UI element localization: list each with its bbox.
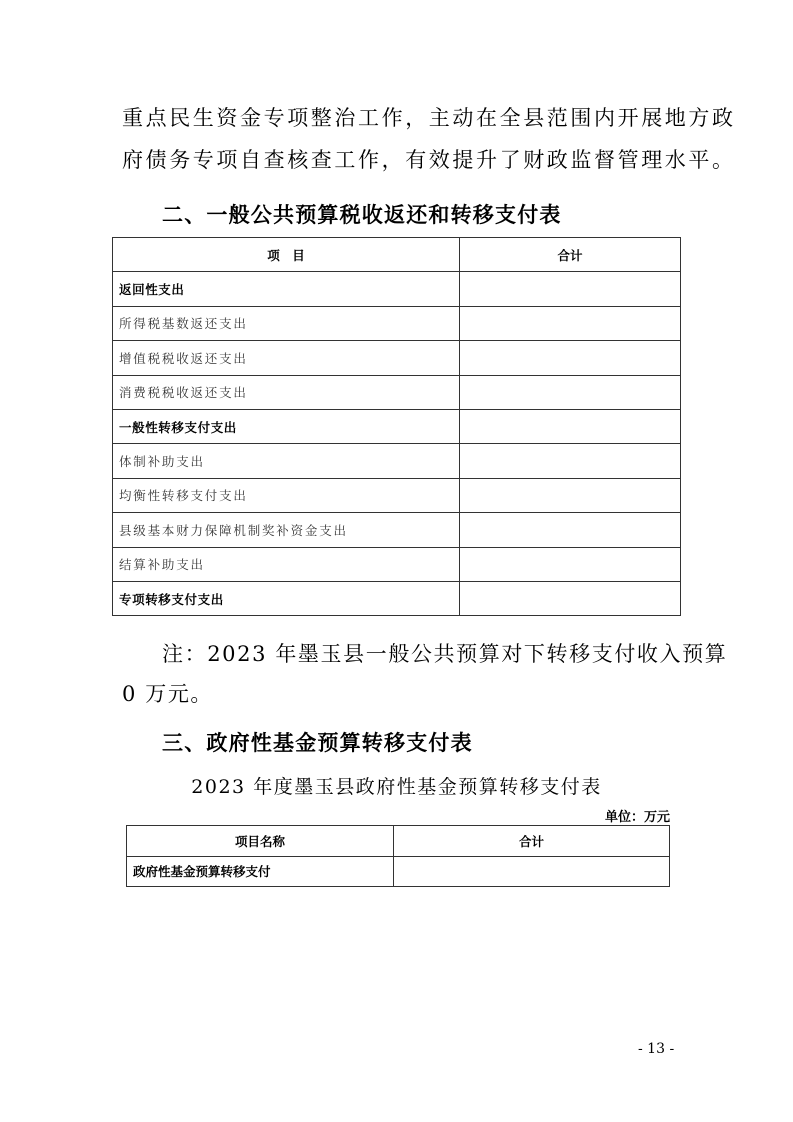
table-header-row	[113, 238, 681, 272]
row-value	[394, 856, 670, 887]
header-total: 合计	[394, 826, 670, 857]
row-value	[460, 513, 681, 547]
row-label: 所得税基数返还支出	[113, 306, 460, 340]
table-row	[113, 581, 681, 615]
row-value	[460, 375, 681, 409]
row-value	[460, 444, 681, 478]
row-label: 政府性基金预算转移支付	[127, 856, 394, 887]
table-row	[113, 341, 681, 375]
intro-paragraph-line-1: 重点民生资金专项整治工作，主动在全县范围内开展地方政	[122, 106, 736, 130]
table-title: 2023 年度墨玉县政府性基金预算转移支付表	[191, 776, 602, 798]
section-3-heading: 三、政府性基金预算转移支付表	[162, 731, 473, 755]
row-label: 消费税税收返还支出	[113, 375, 460, 409]
table-row	[113, 513, 681, 547]
row-value	[460, 409, 681, 443]
table-row	[113, 547, 681, 581]
section-2-heading: 二、一般公共预算税收返还和转移支付表	[162, 203, 562, 227]
header-item: 项 目	[113, 238, 460, 272]
transfer-payment-table	[112, 237, 681, 616]
table-row	[113, 409, 681, 443]
row-label: 专项转移支付支出	[113, 581, 460, 615]
table-header-row	[127, 826, 670, 857]
table-row	[113, 444, 681, 478]
table-row	[127, 856, 670, 887]
row-label: 增值税税收返还支出	[113, 341, 460, 375]
row-label: 体制补助支出	[113, 444, 460, 478]
row-value	[460, 306, 681, 340]
header-item-name: 项目名称	[127, 826, 394, 857]
row-label: 一般性转移支付支出	[113, 409, 460, 443]
row-value	[460, 341, 681, 375]
page-number: - 13 -	[638, 1041, 675, 1057]
table-row	[113, 306, 681, 340]
row-value	[460, 547, 681, 581]
row-label: 县级基本财力保障机制奖补资金支出	[113, 513, 460, 547]
row-value	[460, 272, 681, 306]
row-label: 返回性支出	[113, 272, 460, 306]
row-label: 结算补助支出	[113, 547, 460, 581]
unit-label: 单位：万元	[604, 810, 670, 825]
fund-transfer-table	[126, 825, 670, 887]
row-value	[460, 478, 681, 512]
row-value	[460, 581, 681, 615]
intro-paragraph-line-2: 府债务专项自查核查工作，有效提升了财政监督管理水平。	[122, 148, 736, 172]
table-row	[113, 478, 681, 512]
header-total: 合计	[460, 238, 681, 272]
table-row	[113, 375, 681, 409]
note-line-2: 0 万元。	[122, 682, 214, 706]
note-line-1: 注：2023 年墨玉县一般公共预算对下转移支付收入预算	[162, 642, 728, 666]
row-label: 均衡性转移支付支出	[113, 478, 460, 512]
table-row	[113, 272, 681, 306]
